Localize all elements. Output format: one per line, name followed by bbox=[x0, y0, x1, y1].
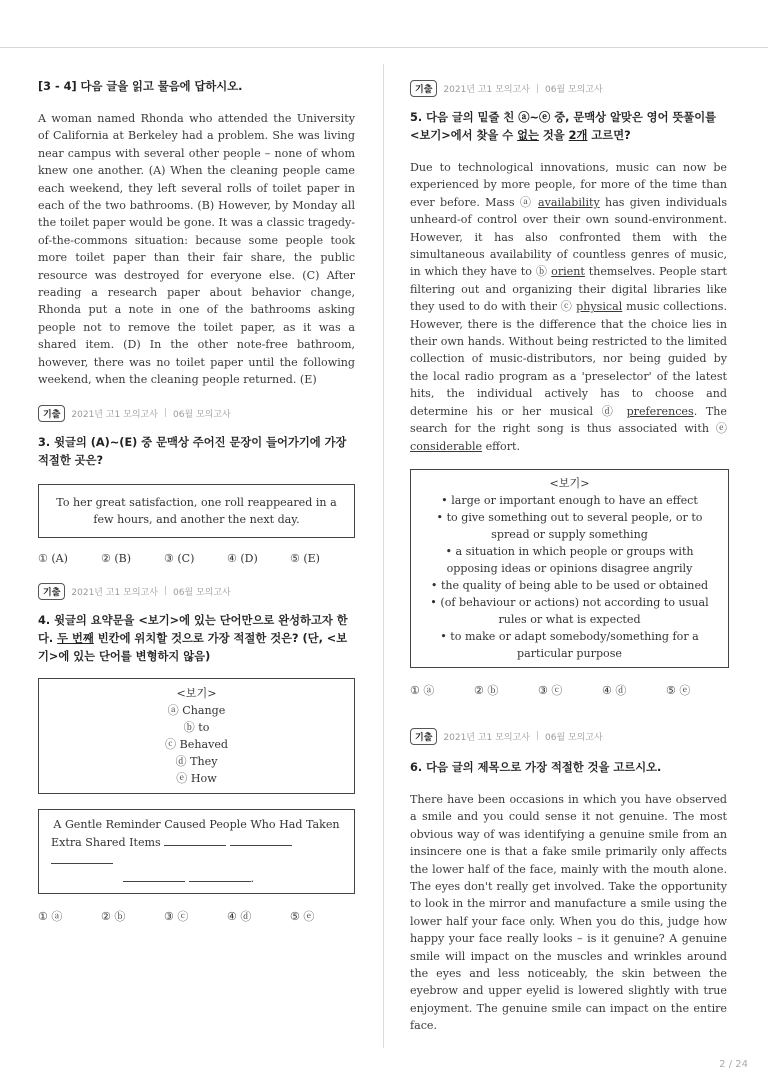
summary-blank-3 bbox=[51, 851, 113, 864]
exam-tag: 기출 bbox=[38, 405, 65, 422]
summary-blank-4 bbox=[123, 869, 185, 882]
left-column bbox=[38, 78, 355, 924]
summary-blank-1 bbox=[164, 833, 226, 846]
source-month: 06월 모의고사 bbox=[544, 85, 603, 95]
underlined-word-b: orient bbox=[551, 265, 585, 279]
source-year: 2021년 고1 모의고사 bbox=[71, 409, 158, 420]
bogi-item-a: ⓐ Change bbox=[167, 703, 226, 717]
bogi-label: <보기> bbox=[176, 686, 217, 700]
summary-line-1: A Gentle Reminder Caused People Who Had Taken bbox=[53, 817, 340, 831]
source-year: 2021년 고1 모의고사 bbox=[71, 587, 158, 598]
q3-source-row: 기출 2021년 고1 모의고사 | 06월 모의고사 bbox=[38, 405, 355, 422]
q5-choice-3[interactable]: ③ ⓒ bbox=[538, 683, 563, 697]
column-divider bbox=[383, 64, 384, 1048]
bogi-definition-3: • a situation in which people or groups with opposing ideas or opinions disagree angrily bbox=[445, 544, 694, 575]
q5-choice-4[interactable]: ④ ⓓ bbox=[602, 683, 627, 697]
q3-choice-4[interactable]: ④ (D) bbox=[227, 551, 258, 565]
q4-source-row: 기출 2021년 고1 모의고사 | 06월 모의고사 bbox=[38, 583, 355, 600]
underlined-word-c: physical bbox=[576, 300, 623, 314]
q3-choice-5[interactable]: ⑤ (E) bbox=[290, 551, 320, 565]
q4-summary-box bbox=[38, 809, 355, 894]
source-month: 06월 모의고사 bbox=[172, 409, 231, 420]
passage-music: Due to technological innovations, music can now be experienced by more people, for more of the time than ever before. Mass ⓐ availability has given individuals unheard-of control over their own sound-environment. However, it has also confronted them with the simultaneous availability of countless genres of music, in which they have to ⓑ orient themselves. People start filtering out and organizing their digital libraries like they used to do with their ⓒ physical music collections. However, there is the difference that the choice lies in their own hands. Without being restricted to the limited collection of music-distributors, nor being guided by the local radio program as a 'preselector' of the latest hits, the individual actively has to choose and determine his or her musical ⓓ preferences. The search for the right song is thus associated with ⓔ considerable effort. bbox=[410, 161, 728, 453]
source-year: 2021년 고1 모의고사 bbox=[443, 85, 530, 95]
q3-choice-1[interactable]: ① (A) bbox=[38, 551, 68, 565]
q5-title: 5. 다음 글의 밑줄 친 ⓐ~ⓔ 중, 문맥상 알맞은 영어 뜻풀이를 <보기>에서 찾을 수 없는 것을 2개 고르면? bbox=[410, 111, 717, 142]
q5-choice-5[interactable]: ⑤ ⓔ bbox=[666, 683, 691, 697]
passage-smile: There have been occasions in which you have observed a smile and you could sense it not genuine. The most obvious way of was identifying a genuine smile from an insincere one is that a fake smile primarily only affects the lower half of the face, mainly with the mouth alone. The eyes don't really get involved. Take the opportunity to look in the mirror and manufacture a smile using the lower half your face only. When you do this, judge how happy your face really looks – is it genuine? A genuine smile will impact on the muscles and wrinkles around the eyes and less noticeably, the skin between the eyebrow and upper eyelid is lowered slightly with true enjoyment. The genuine smile can impact on the entire face. bbox=[410, 792, 727, 1033]
bogi-definition-4: • the quality of being able to be used or obtained bbox=[430, 578, 709, 592]
bogi-item-b: ⓑ to bbox=[183, 720, 210, 734]
q3-given-sentence: To her great satisfaction, one roll reappeared in a few hours, and another the next day. bbox=[56, 495, 337, 526]
exam-tag: 기출 bbox=[410, 80, 437, 97]
q6-title: 6. 다음 글의 제목으로 가장 적절한 것을 고르시오. bbox=[410, 760, 662, 774]
bogi-label: <보기> bbox=[549, 476, 590, 490]
q5-choice-2[interactable]: ② ⓑ bbox=[474, 683, 499, 697]
exam-tag: 기출 bbox=[410, 728, 437, 745]
q5-choice-1[interactable]: ① ⓐ bbox=[410, 683, 435, 697]
q4-title: 4. 윗글의 요약문을 <보기>에 있는 단어만으로 완성하고자 한다. 두 번째 빈칸에 위치할 것으로 가장 적절한 것은? (단, <보기>에 있는 단어를 변형하지 않음) bbox=[38, 613, 348, 663]
source-month: 06월 모의고사 bbox=[172, 587, 231, 598]
passage-rhonda: A woman named Rhonda who attended the University of California at Berkeley had a problem. She was living near campus with several other people – none of whom knew one another. (A) When the cleaning people came each weekend, they left several rolls of toilet paper in each of the two bathrooms. (B) However, by Monday all the toilet paper would be gone. It was a classic tragedy-of-the-commons situation: because some people took more toilet paper than their fair share, the public resource was destroyed for everyone else. (C) After reading a research paper about behavior change, Rhonda put a note in one of the bathrooms asking people not to remove the toilet paper, as it was a shared item. (D) In the other note-free bathroom, however, there was no toilet paper until the following weekend, when the cleaning people returned. (E) bbox=[38, 112, 355, 387]
q4-choice-1[interactable]: ① ⓐ bbox=[38, 909, 63, 923]
bogi-definition-2: • to give something out to several people, or to spread or supply something bbox=[436, 510, 703, 541]
exam-tag: 기출 bbox=[38, 583, 65, 600]
right-column bbox=[410, 80, 727, 1035]
q6-source-row: 기출 2021년 고1 모의고사 | 06월 모의고사 bbox=[410, 728, 727, 745]
summary-line-2: Extra Shared Items bbox=[47, 833, 346, 869]
summary-blank-5 bbox=[189, 869, 251, 882]
q4-choice-5[interactable]: ⑤ ⓔ bbox=[290, 909, 315, 923]
source-year: 2021년 고1 모의고사 bbox=[443, 732, 530, 743]
source-month: 06월 모의고사 bbox=[544, 732, 603, 743]
q4-choice-4[interactable]: ④ ⓓ bbox=[227, 909, 252, 923]
q3-choices bbox=[38, 552, 355, 565]
section-heading: [3 - 4] 다음 글을 읽고 물음에 답하시오. bbox=[38, 80, 243, 93]
q3-title: 3. 윗글의 (A)~(E) 중 문맥상 주어진 문장이 들어가기에 가장 적절한 곳은? bbox=[38, 435, 347, 467]
bogi-item-c: ⓒ Behaved bbox=[164, 737, 229, 751]
q3-choice-3[interactable]: ③ (C) bbox=[164, 551, 195, 565]
summary-blank-2 bbox=[230, 833, 292, 846]
header-divider bbox=[0, 47, 768, 48]
bogi-definition-6: • to make or adapt somebody/something for a particular purpose bbox=[440, 629, 699, 660]
summary-line-3: . bbox=[47, 869, 346, 887]
bogi-item-e: ⓔ How bbox=[176, 771, 217, 785]
bogi-definition-5: • (of behaviour or actions) not according to usual rules or what is expected bbox=[430, 595, 709, 626]
q4-choice-3[interactable]: ③ ⓒ bbox=[164, 909, 189, 923]
underlined-word-a: availability bbox=[538, 195, 600, 209]
q3-choice-2[interactable]: ② (B) bbox=[101, 551, 132, 565]
page-number: 2 / 24 bbox=[719, 1059, 748, 1070]
bogi-definition-1: • large or important enough to have an effect bbox=[441, 493, 698, 507]
q4-choices bbox=[38, 908, 355, 924]
bogi-item-d: ⓓ They bbox=[175, 754, 218, 768]
q4-choice-2[interactable]: ② ⓑ bbox=[101, 909, 126, 923]
q4-bogi-box bbox=[38, 678, 355, 794]
q5-source-row: 기출 2021년 고1 모의고사 | 06월 모의고사 bbox=[410, 80, 727, 97]
underlined-word-d: preferences bbox=[626, 404, 694, 418]
q5-bogi-box bbox=[410, 469, 729, 668]
q5-choices bbox=[410, 682, 727, 698]
underlined-word-e: considerable bbox=[410, 439, 483, 453]
q3-given-sentence-box bbox=[38, 484, 355, 538]
